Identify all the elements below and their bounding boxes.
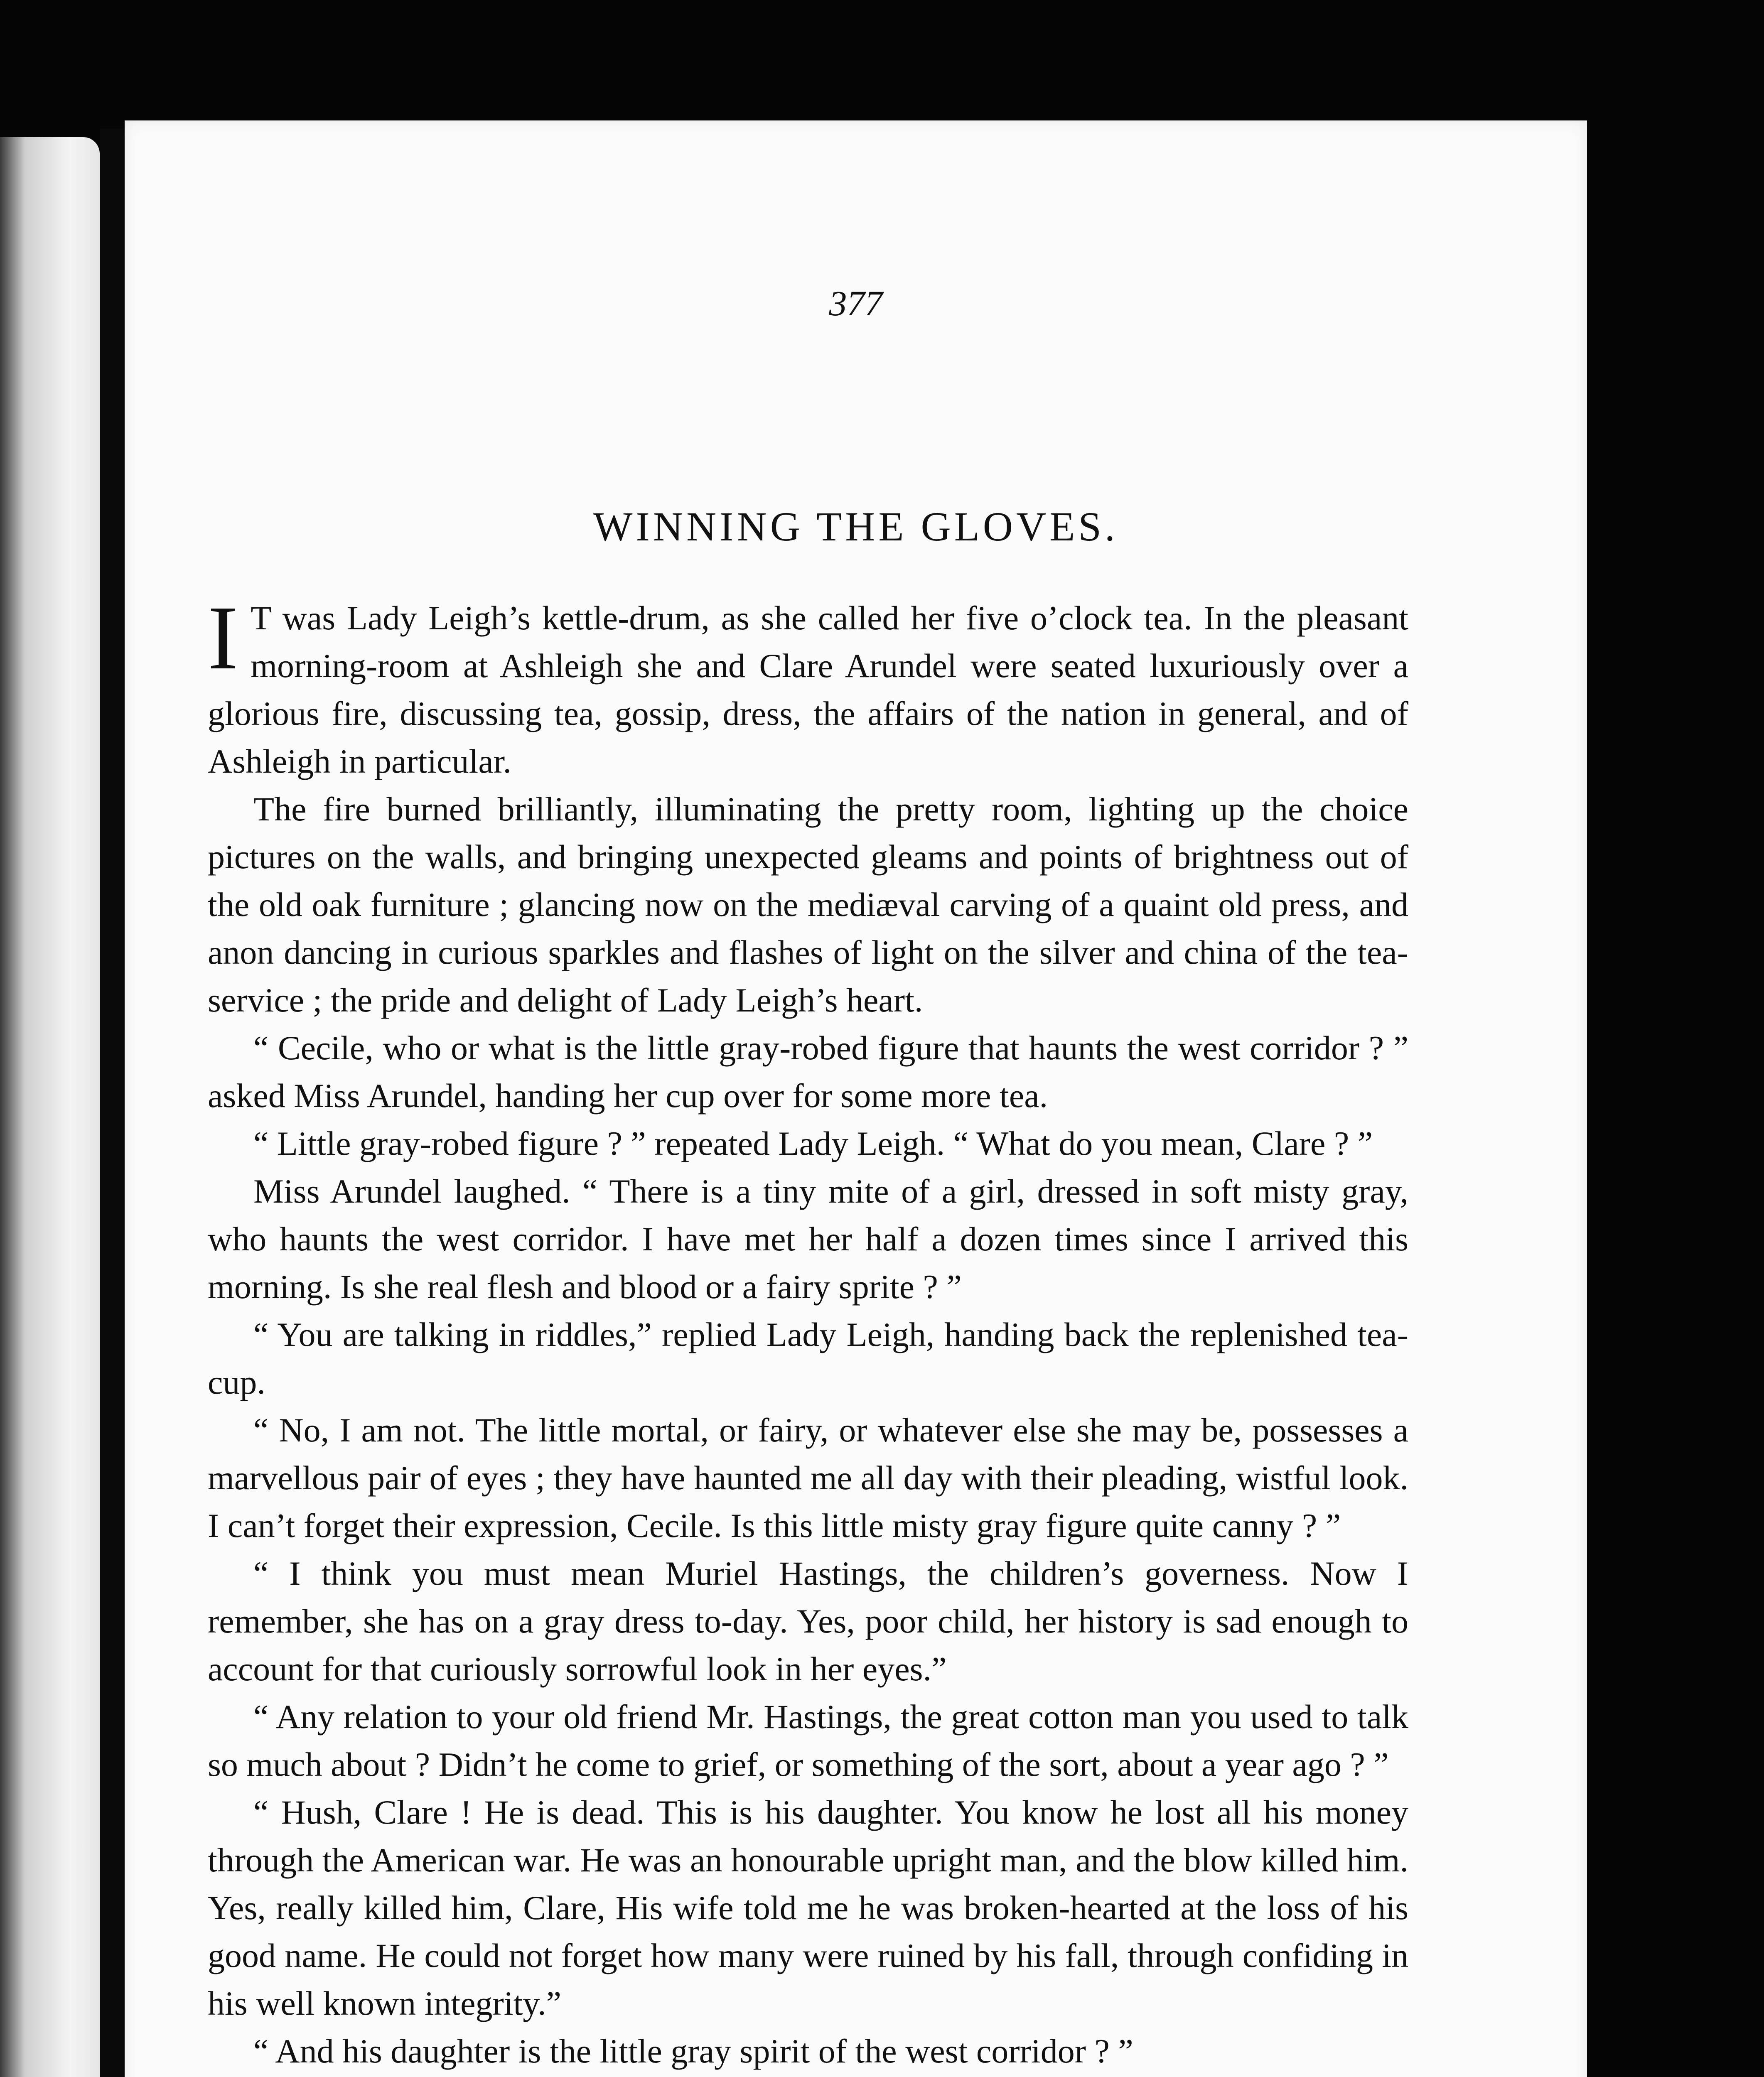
story-title: WINNING THE GLOVES. [593,503,1118,550]
paragraph: “ Hush, Clare ! He is dead. This is his daughter. You know he lost all his money through the American war. He was an honourable upright man, and the blow killed him. Yes, really killed him, Clare, His wife told me he was broken-hearted at the loss of his good name. He could not forget how many were ruined by his fall, through confiding in his well known integrity.” [208,1793,1408,2022]
paragraph-text: T was Lady Leigh’s kettle-drum, as she called her five o’clock tea. In the pleasant morning-room at Ashleigh she and Clare Arundel were seated luxuriously over a glorious fire, discussing tea, gossip, dress, the affairs of the nation in general, and of Ashleigh in particular. [208,599,1408,780]
paragraph: “ Any relation to your old friend Mr. Hastings, the great cotton man you used to talk so much about ? Didn’t he come to grief, or something of the sort, about a year ago ? ” [208,1698,1408,1783]
paragraph: Miss Arundel laughed. “ There is a tiny mite of a girl, dressed in soft misty gray, who haunts the west corridor. I have met her half a dozen times since I arrived this morning. Is she real flesh and blood or a fairy sprite ? ” [208,1172,1408,1306]
page-number: 377 [829,283,883,323]
paragraph: “ And his daughter is the little gray spirit of the west corridor ? ” [253,2032,1133,2070]
paragraph: “ I think you must mean Muriel Hastings, the children’s governess. Now I remember, she has on a gray dress to-day. Yes, poor child, her history is sad enough to account for that curiously sorrowful look in her eyes.” [208,1554,1408,1688]
drop-cap: I [208,587,238,688]
paragraph: “ Cecile, who or what is the little gray-robed figure that haunts the west corridor ? ” asked Miss Arundel, handing her cup over for some more tea. [208,1029,1408,1115]
book-page [125,120,1587,2077]
book-gutter [100,129,125,2077]
paragraph: The fire burned brilliantly, illuminating the pretty room, lighting up the choice pictures on the walls, and bringing unexpected gleams and points of brightness out of the old oak furniture ; glancing now on the mediæval carving of a quaint old press, and anon dancing in curious sparkles and flashes of light on the silver and china of the tea-service ; the pride and delight of Lady Leigh’s heart. [208,790,1408,1019]
facing-page-edge [0,137,100,2077]
paragraph: “ No, I am not. The little mortal, or fairy, or whatever else she may be, possesses a marvellous pair of eyes ; they have haunted me all day with their pleading, wistful look. I can’t forget their expression, Cecile. Is this little misty gray figure quite canny ? ” [208,1411,1408,1544]
paragraph [208,587,1408,785]
paragraph: “ You are talking in riddles,” replied Lady Leigh, handing back the replenished tea-cup. [208,1316,1408,1401]
story-body [208,587,1408,2075]
paragraph: “ Little gray-robed figure ? ” repeated Lady Leigh. “ What do you mean, Clare ? ” [253,1124,1373,1162]
